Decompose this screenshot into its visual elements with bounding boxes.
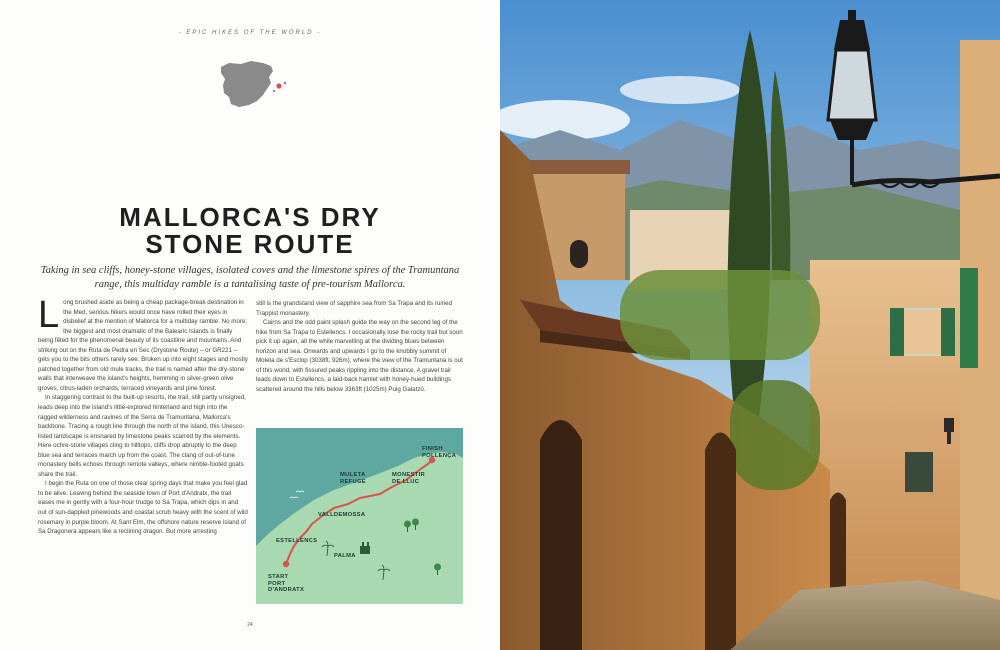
monestir-label: MONESTIR <box>392 472 425 478</box>
right-window-2 <box>905 452 933 492</box>
series-kicker: - EPIC HIKES OF THE WORLD - <box>178 30 322 36</box>
doorway-2 <box>705 433 736 650</box>
finish-label: FINISH <box>422 446 443 452</box>
paragraph-1 <box>38 294 248 393</box>
title-line-1: MALLORCA'S DRY <box>119 202 381 232</box>
shutter-right <box>941 308 955 356</box>
mid-house-window <box>570 240 588 268</box>
far-house-roof <box>520 160 630 174</box>
spain-locator-map <box>215 57 290 112</box>
cloud-2 <box>620 76 740 104</box>
map-label-muleta <box>340 472 366 485</box>
standfirst: Taking in sea cliffs, honey-stone villages, isolated coves and the limestone spires of the Tramuntana range, this multiday ramble is a tantalising taste of pre-tourism Mallorca. <box>40 265 460 290</box>
lluc-label: DE LLUC <box>392 478 420 485</box>
route-map <box>256 428 463 604</box>
map-label-estellencs: ESTELLENCS <box>276 538 318 544</box>
mallorca-dot <box>276 83 281 88</box>
window-frame <box>904 310 941 354</box>
menorca-dot <box>284 82 287 85</box>
refuge-label: REFUGE <box>340 478 366 485</box>
article-title <box>0 204 500 258</box>
port-label: PORT <box>268 580 286 587</box>
paragraph-3: I begin the Ruta on one of those clear spring days that make you feel glad to be alive. Leaving behind the seaside town of Port d'Andratx, the trail eases me in gently with a four-hour trudge to Sa Trapa, which dips in and out of sun-dappled pinewoods and coastal scrub heavy with the scent of wild rosemary in purple bloom. At Sant Elm, the offshore nature reserve island of Sa Dragonera appears like a reclining dragon. But more arresting <box>38 480 248 536</box>
paragraph-2: In staggering contrast to the built-up resorts, the trail, still partly unsigned, leads deep into the island's little-explored hinterland and high into the ragged wilderness and ravines of the Serra de Tramuntana, Mallorca's backbone. Tracing a rough line through the north of the island, this Unesco-listed landscape is ensnared by limestone peaks scarred by the elements. Here ochre-stone villages cling to hilltops, cliffs drop abruptly to the deep blue sea and terraces march up from the coast. The clang of out-of-tune monastery bells echoes through remote valleys, where nimble-footed goats share the trail. <box>38 394 246 478</box>
start-marker <box>283 561 289 567</box>
greenery-2 <box>730 380 820 490</box>
map-label-finish <box>422 446 456 459</box>
paragraph-5: Cairns and the odd paint splash guide the way on the second leg of the hike from Sa Trapa to Estellencs. I occasionally lose the rocky trail but soon pick it up again, all the while marvelling at the dividing blues between horizon and sea. Onwards and upwards I go to the knobbly summit of Moleta de s'Esclop (3038ft, 926m), where the view of the Tramuntana is out of this world, with fissured peaks rippling into the distance. A gravel trail leads down to Estellencs, a laid-back hamlet with honey-hued buildings scattered around the hills below 3363ft (1025m) Puig Galatzó. <box>256 319 463 393</box>
map-label-lluc <box>392 472 425 485</box>
map-label-palma: PALMA <box>334 553 356 559</box>
body-column-left <box>38 294 248 537</box>
ibiza-dot <box>273 90 275 92</box>
paragraph-1-text: ong brushed aside as being a cheap package-break destination in the Med, serious hikers would once have rolled their eyes in disbelief at the mention of Mallorca for a multiday ramble. No more: the biggest and most dramatic of the Balearic Islands is finally being fêted for the phenomenal beauty of its coastline and mountains. And striking out on the Ruta de Pedra en Sec (Drystone Route) – or GR221 – gets you to the bits others rarely see. Broken up into eight stages and mostly patched together from old mule tracks, the trail is named after the dry-stone walls that interweave the island's heights, hemming in silver-green olive groves, citrus-laden orchards, terraced vineyards and pine forest. <box>38 299 248 392</box>
start-label: START <box>268 574 289 580</box>
greenery <box>620 270 820 360</box>
sea-birds-icon <box>290 491 304 498</box>
iberia-shape <box>221 61 273 107</box>
shutter-left <box>890 308 904 356</box>
body-column-right <box>256 299 463 394</box>
pollenca-label: POLLENÇA <box>422 452 457 459</box>
green-shutter <box>960 268 978 368</box>
map-label-start <box>268 574 304 594</box>
title-line-2: STONE ROUTE <box>145 229 355 259</box>
map-label-valldemossa: VALLDEMOSSA <box>318 512 366 518</box>
street-photo-illustration <box>500 0 1000 650</box>
paragraph-4: still is the grandstand view of sapphire sea from Sa Trapa and its ruined Trappist monastery. <box>256 300 453 317</box>
doorway-1 <box>540 420 582 650</box>
street-photo <box>500 0 1000 650</box>
drop-cap: L <box>38 294 60 336</box>
muleta-label: MULETA <box>340 472 366 478</box>
andratx-label: D'ANDRATX <box>268 587 305 593</box>
page-number: 24 <box>247 622 253 628</box>
